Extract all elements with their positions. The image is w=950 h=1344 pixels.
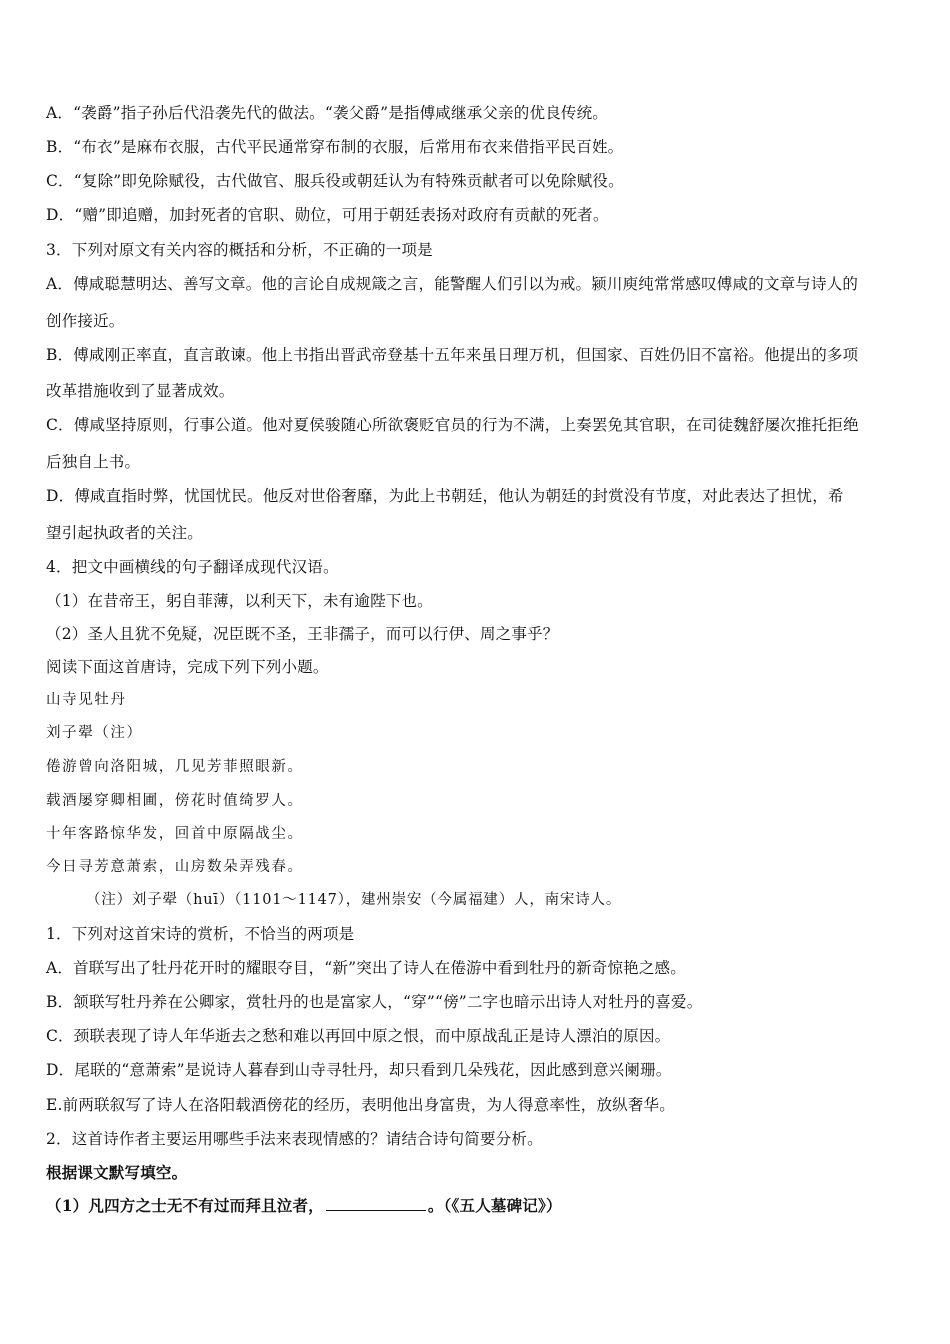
poem-q1-option-c: C．颈联表现了诗人年华逝去之愁和难以再回中原之恨，而中原战乱正是诗人漂泊的原因。 bbox=[46, 1027, 671, 1045]
dictation-item-1-after: 。（《五人墓碑记》） bbox=[427, 1196, 562, 1215]
q2-option-a: A．“袭爵”指子孙后代沿袭先代的做法。“袭父爵”是指傅咸继承父亲的优良传统。 bbox=[46, 104, 608, 122]
q2-option-d: D．“赠”即追赠，加封死者的官职、勋位，可用于朝廷表扬对政府有贡献的死者。 bbox=[46, 206, 609, 224]
poem-q1-option-d: D．尾联的“意萧索”是说诗人暮春到山寺寻牡丹，却只看到几朵残花，因此感到意兴阑珊。 bbox=[46, 1061, 672, 1079]
dictation-heading: 根据课文默写填空。 bbox=[46, 1163, 188, 1182]
q3-option-d-line1: D．傅咸直指时弊，忧国忧民。他反对世俗奢靡，为此上书朝廷，他认为朝廷的封赏没有节度，对此表达了担忧，希 bbox=[46, 487, 844, 505]
q3-option-a-line2: 创作接近。 bbox=[46, 312, 125, 330]
poem-note: （注）刘子翚（huī）（1101～1147），建州崇安（今属福建）人，南宋诗人。 bbox=[86, 892, 622, 908]
q3-option-b-line2: 改革措施收到了显著成效。 bbox=[46, 382, 235, 400]
poem-line-3: 十年客路惊华发，回首中原隔战尘。 bbox=[46, 826, 304, 842]
poem-intro: 阅读下面这首唐诗，完成下列下列小题。 bbox=[46, 658, 329, 676]
q3-option-d-line2: 望引起执政者的关注。 bbox=[46, 524, 204, 542]
dictation-blank[interactable] bbox=[326, 1196, 426, 1211]
q3-option-c-line2: 后独自上书。 bbox=[46, 453, 141, 471]
poem-q1-option-e: E.前两联叙写了诗人在洛阳载酒傍花的经历，表明他出身富贵，为人得意率性，放纵奢华。 bbox=[46, 1096, 675, 1114]
dictation-item-1 bbox=[46, 1196, 906, 1216]
q3-option-c-line1: C．傅咸坚持原则，行事公道。他对夏侯骏随心所欲褒贬官员的行为不满，上奏罢免其官职，在司徒魏舒屡次推托拒绝 bbox=[46, 416, 859, 434]
poem-q2-stem: 2．这首诗作者主要运用哪些手法来表现情感的？请结合诗句简要分析。 bbox=[46, 1130, 543, 1148]
dictation-item-1-before: （1）凡四方之士无不有过而拜且泣者， bbox=[46, 1196, 324, 1215]
poem-q1-stem: 1．下列对这首宋诗的赏析，不恰当的两项是 bbox=[46, 925, 355, 943]
poem-line-4: 今日寻芳意萧索，山房数朵弄残春。 bbox=[46, 859, 304, 875]
poem-q1-option-b: B．颔联写牡丹养在公卿家，赏牡丹的也是富家人，“穿”“傍”二字也暗示出诗人对牡丹的喜爱。 bbox=[46, 993, 703, 1011]
poem-author: 刘子翚（注） bbox=[46, 725, 143, 741]
q3-option-a-line1: A．傅咸聪慧明达、善写文章。他的言论自成规箴之言，能警醒人们引以为戒。颍川庾纯常常感叹傅咸的文章与诗人的 bbox=[46, 275, 859, 293]
poem-q1-option-a: A．首联写出了牡丹花开时的耀眼夺目，“新”突出了诗人在倦游中看到牡丹的新奇惊艳之感。 bbox=[46, 959, 686, 977]
q3-stem: 3．下列对原文有关内容的概括和分析，不正确的一项是 bbox=[46, 241, 433, 259]
poem-line-1: 倦游曾向洛阳城，几见芳菲照眼新。 bbox=[46, 759, 304, 775]
q2-option-c: C．“复除”即免除赋役，古代做官、服兵役或朝廷认为有特殊贡献者可以免除赋役。 bbox=[46, 172, 624, 190]
poem-line-2: 载酒屡穿卿相圃，傍花时值绮罗人。 bbox=[46, 793, 304, 809]
q3-option-b-line1: B．傅咸刚正率直，直言敢谏。他上书指出晋武帝登基十五年来虽日理万机，但国家、百姓仍旧不富裕。他提出的多项 bbox=[46, 346, 859, 364]
q4-sentence-1: （1）在昔帝王，躬自菲薄，以利天下，未有逾陛下也。 bbox=[46, 592, 433, 610]
q4-stem: 4．把文中画横线的句子翻译成现代汉语。 bbox=[46, 558, 339, 576]
q2-option-b: B．“布衣”是麻布衣服，古代平民通常穿布制的衣服，后常用布衣来借指平民百姓。 bbox=[46, 138, 624, 156]
q4-sentence-2: （2）圣人且犹不免疑，况臣既不圣，王非孺子，而可以行伊、周之事乎？ bbox=[46, 625, 559, 643]
poem-title: 山寺见牡丹 bbox=[46, 692, 127, 708]
